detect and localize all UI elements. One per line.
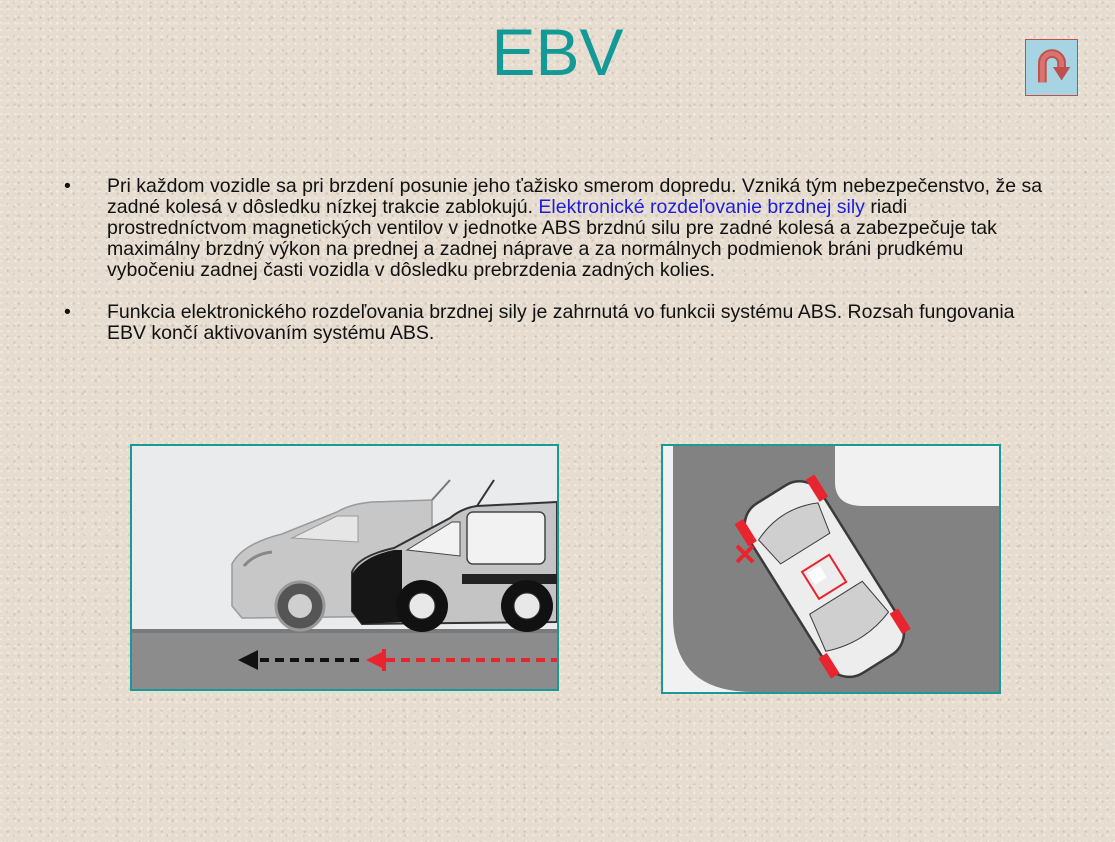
bullet-item xyxy=(62,302,1052,344)
bullet-item xyxy=(62,176,1052,281)
slide-title: EBV xyxy=(491,15,624,89)
u-turn-arrow-icon xyxy=(1026,40,1077,95)
slide-body xyxy=(62,176,1052,344)
cornering-car-icon xyxy=(663,446,999,692)
bullet-text: Funkcia elektronického rozdeľovania brzdnej sily je zahrnutá vo funkcii systému ABS. Rozsah fungovania EBV končí aktivovaním systému ABS. xyxy=(107,301,1015,344)
braking-vans-icon xyxy=(132,446,557,689)
back-button[interactable] xyxy=(1025,39,1078,96)
bullet-marker: • xyxy=(64,175,71,197)
bullet-marker: • xyxy=(64,301,71,323)
bullet-text: Pri každom vozidle sa pri brzdení posunie jeho ťažisko smerom dopredu. Vzniká tým nebezpečenstvo, že sa zadné kolesá v dôsledku nízkej trakcie zablokujú. xyxy=(107,175,1043,218)
cornering-figure xyxy=(661,444,1001,694)
highlighted-term: Elektronické rozdeľovanie brzdnej sily xyxy=(538,196,865,218)
bullet-text-continued: riadi prostredníctvom magnetických ventilov v jednotke ABS brzdnú silu pre zadné kolesá a zabezpečuje tak maximálny brzdný výkon na prednej a zadnej náprave a za normálnych podmienok bráni prudkému vybočeniu zadnej časti vozidla v dôsledku prebrzdenia zadných kolies. xyxy=(107,196,997,281)
braking-figure xyxy=(130,444,559,691)
